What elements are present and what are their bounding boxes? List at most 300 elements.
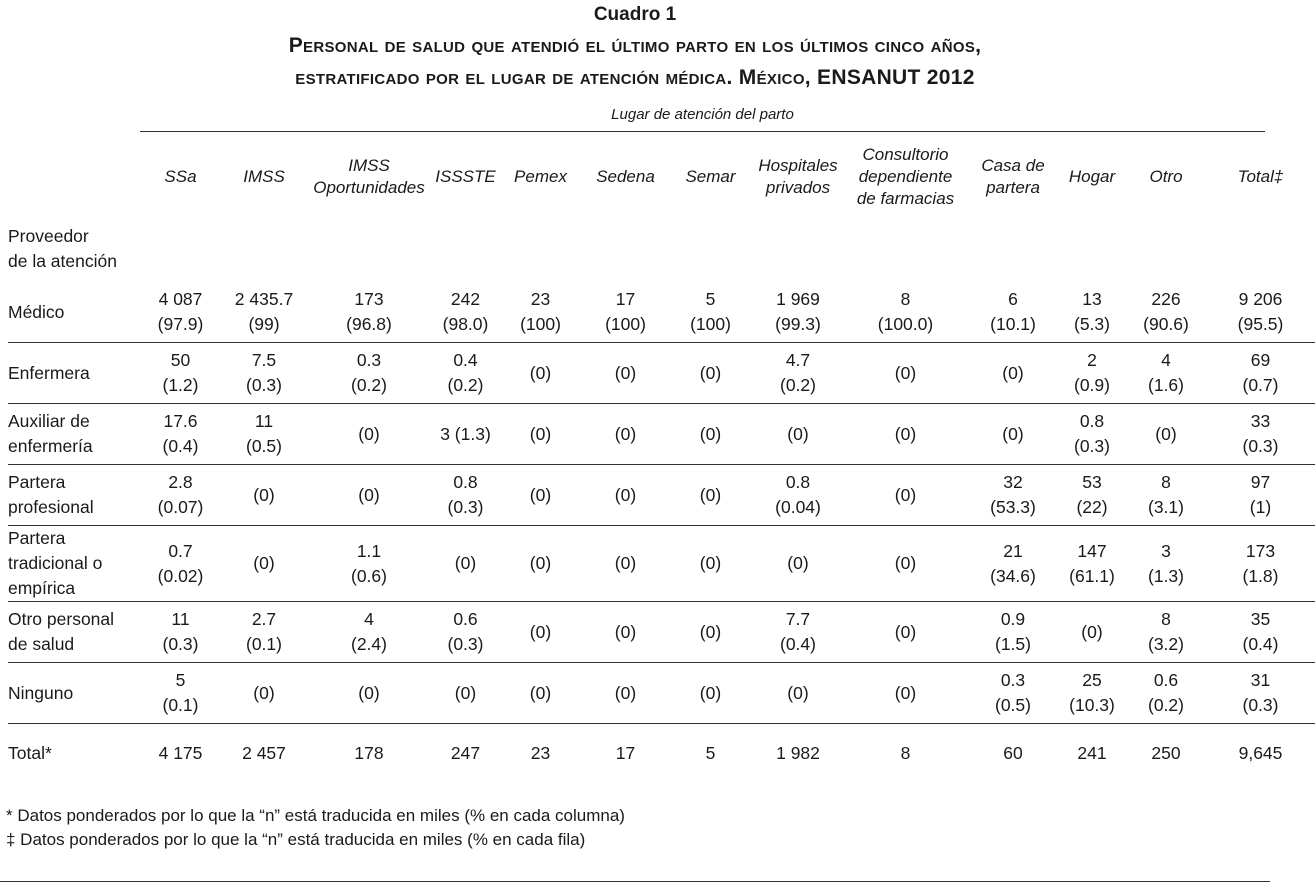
cell-value: 11	[171, 609, 190, 629]
table-subtitle-line-1: Personal de salud que atendió el último parto en los últimos cinco años,	[288, 34, 982, 57]
total-cell: 250	[1126, 724, 1206, 783]
total-cell: 178	[305, 724, 433, 783]
footnote-double-dagger: ‡ Datos ponderados por lo que la “n” está traducida en miles (% en cada fila)	[6, 830, 586, 849]
cell-value: 147	[1077, 540, 1107, 561]
cell-value: (0)	[614, 484, 637, 505]
column-header-line: Hospitales	[758, 156, 838, 175]
table-cell	[843, 602, 968, 663]
table-cell	[1126, 602, 1206, 663]
total-cell: 17	[583, 724, 668, 783]
cell-percent: (0.6)	[351, 565, 387, 586]
cell-value: 0.7	[168, 540, 193, 561]
table-cell	[305, 465, 433, 526]
table-subtitle-line-2: estratificado por el lugar de atención médica. México, ENSANUT 2012	[295, 66, 975, 89]
cell-value: (0)	[529, 553, 552, 573]
cell-value: 53	[1082, 472, 1102, 492]
column-header	[498, 138, 583, 216]
cell-percent: (0.3)	[1242, 436, 1279, 456]
cell-value: (0)	[253, 682, 275, 703]
table-cell	[223, 465, 305, 526]
cell-percent: (0.02)	[157, 565, 204, 586]
row-label-line: Médico	[8, 301, 65, 322]
table-cell	[138, 602, 223, 663]
row-label	[8, 663, 138, 724]
cell-percent: (5.3)	[1074, 314, 1110, 334]
table-cell	[1206, 343, 1315, 404]
cell-percent: (1.3)	[1148, 565, 1184, 586]
cell-value: 0.3	[356, 350, 382, 370]
cell-value: 69	[1250, 350, 1271, 370]
cell-value: (0)	[699, 423, 722, 444]
column-header	[668, 138, 753, 216]
cell-value: 0.4	[453, 350, 478, 370]
column-header-line: Semar	[685, 167, 736, 186]
cell-value: 0.6	[453, 609, 478, 629]
table-cell	[1206, 465, 1315, 526]
table-cell	[753, 526, 843, 602]
table-cell	[583, 404, 668, 465]
column-header	[583, 138, 668, 216]
table-cell	[1058, 602, 1126, 663]
cell-value: 4	[1161, 350, 1171, 370]
cell-value: (0)	[1002, 423, 1024, 444]
table-cell	[668, 343, 753, 404]
table-row	[8, 465, 1315, 526]
cell-value: (0)	[358, 682, 380, 703]
table-cell	[1126, 526, 1206, 602]
cell-value: 8	[900, 289, 911, 309]
cell-value: 4 087	[158, 289, 203, 309]
table-cell	[583, 465, 668, 526]
cell-value: 17	[615, 289, 636, 309]
cell-value: 3	[1161, 540, 1171, 561]
table-cell	[223, 526, 305, 602]
cell-value: 242	[450, 289, 481, 309]
stub-header-line-1: Proveedor	[8, 226, 89, 246]
cell-percent: (0.3)	[162, 634, 199, 654]
cell-percent: (3.1)	[1148, 497, 1184, 517]
cell-value: (0)	[358, 484, 380, 505]
table-cell	[498, 404, 583, 465]
row-label-line: de salud	[8, 634, 75, 654]
table-cell	[843, 526, 968, 602]
table-cell	[1206, 526, 1315, 602]
cell-value: 6	[1008, 289, 1018, 309]
data-table	[8, 138, 1315, 782]
table-cell	[433, 343, 498, 404]
column-header	[138, 138, 223, 216]
total-cell: 4 175	[138, 724, 223, 783]
column-header	[968, 138, 1058, 216]
cell-value: 5	[705, 289, 716, 309]
column-header	[433, 138, 498, 216]
row-label	[8, 343, 138, 404]
cell-value: (0)	[529, 682, 552, 703]
cell-value: 31	[1250, 670, 1271, 690]
total-cell: 60	[968, 724, 1058, 783]
cell-percent: (0.3)	[246, 375, 282, 395]
table-cell	[138, 663, 223, 724]
row-label-line: Partera	[8, 472, 66, 492]
cell-percent: (0.07)	[157, 497, 204, 517]
table-cell	[433, 282, 498, 343]
cell-percent: (96.8)	[346, 314, 392, 334]
table-cell	[138, 465, 223, 526]
cell-percent: (10.1)	[990, 314, 1036, 334]
table-cell	[843, 663, 968, 724]
column-header-line: ISSSTE	[435, 167, 496, 186]
cell-value: 7.7	[785, 609, 811, 629]
table-row	[8, 526, 1315, 602]
cell-value: (0)	[454, 553, 477, 573]
table-cell	[968, 602, 1058, 663]
table-cell	[498, 602, 583, 663]
table-cell	[843, 465, 968, 526]
table-row	[8, 404, 1315, 465]
row-label-line: tradicional o	[8, 553, 103, 573]
cell-value: (0)	[894, 621, 917, 642]
cell-value: 33	[1250, 411, 1271, 431]
table-cell	[1126, 343, 1206, 404]
total-cell: 1 982	[753, 724, 843, 783]
cell-value: (0)	[699, 682, 722, 703]
cell-percent: (1)	[1249, 497, 1272, 517]
cell-percent: (0.4)	[780, 634, 816, 654]
table-cell	[1058, 404, 1126, 465]
total-cell: 241	[1058, 724, 1126, 783]
cell-value: 13	[1082, 289, 1102, 309]
row-label-line: enfermería	[8, 436, 93, 456]
table-cell	[1206, 602, 1315, 663]
row-label	[8, 404, 138, 465]
cell-percent: (0.3)	[447, 497, 484, 517]
cell-value: (0)	[529, 362, 552, 383]
table-cell	[305, 663, 433, 724]
cell-percent: (0.2)	[447, 375, 484, 395]
table-cell	[433, 602, 498, 663]
cell-value: 0.8	[1079, 411, 1105, 431]
cell-value: 173	[354, 289, 384, 309]
table-cell	[968, 663, 1058, 724]
cell-value: 11	[254, 411, 274, 431]
stub-header-spacer	[138, 216, 1315, 282]
cell-value: (0)	[699, 362, 722, 383]
table-cell	[305, 602, 433, 663]
cell-value: 2	[1087, 350, 1097, 370]
cell-value: 2 435.7	[234, 289, 294, 309]
table-cell	[583, 282, 668, 343]
table-cell	[583, 343, 668, 404]
header-rule	[140, 131, 1265, 132]
table-cell	[583, 663, 668, 724]
column-header	[305, 138, 433, 216]
cell-percent: (0.04)	[775, 497, 821, 517]
cell-value: 0.3	[1000, 670, 1026, 690]
cell-percent: (0.5)	[995, 695, 1031, 715]
table-cell	[1126, 663, 1206, 724]
row-label-line: Ninguno	[8, 682, 74, 703]
cell-value: (0)	[787, 423, 809, 444]
cell-value: (0)	[894, 682, 917, 703]
cell-value: 1.1	[356, 540, 382, 561]
table-cell	[668, 404, 753, 465]
cell-value: (0)	[1155, 423, 1177, 444]
cell-value: (0)	[614, 423, 637, 444]
column-header	[843, 138, 968, 216]
column-header-line: Oportunidades	[313, 178, 425, 197]
cell-value: (0)	[454, 682, 477, 703]
table-cell	[1206, 404, 1315, 465]
column-header-line: Otro	[1149, 167, 1183, 186]
cell-value: (0)	[1002, 362, 1024, 383]
column-header-line: Casa de	[981, 156, 1045, 175]
row-label	[8, 282, 138, 343]
table-cell	[305, 404, 433, 465]
cell-percent: (0.4)	[162, 436, 199, 456]
row-label-line: empírica	[8, 578, 76, 598]
cell-value: (0)	[614, 553, 637, 573]
cell-value: (0)	[358, 423, 380, 444]
cell-value: 173	[1245, 540, 1276, 561]
cell-value: 21	[1003, 540, 1023, 561]
table-cell	[843, 404, 968, 465]
table-row	[8, 282, 1315, 343]
total-cell: 9,645	[1206, 724, 1315, 783]
column-header	[1058, 138, 1126, 216]
table-cell	[138, 282, 223, 343]
column-header-line: de farmacias	[856, 189, 955, 208]
cell-value: (0)	[699, 484, 722, 505]
table-cell	[843, 282, 968, 343]
cell-value: (0)	[614, 682, 637, 703]
column-header-line: partera	[986, 178, 1040, 197]
table-cell	[668, 465, 753, 526]
table-cell	[753, 602, 843, 663]
cell-percent: (0.2)	[1148, 695, 1184, 715]
column-header-line: Pemex	[514, 167, 567, 186]
cell-percent: (100)	[605, 314, 646, 334]
cell-value: 3 (1.3)	[440, 423, 491, 444]
table-cell	[433, 526, 498, 602]
cell-value: (0)	[787, 553, 809, 573]
table-cell	[498, 526, 583, 602]
row-label-line: Partera	[8, 528, 66, 548]
column-header-row	[8, 138, 1315, 216]
total-cell: 247	[433, 724, 498, 783]
table-cell	[305, 282, 433, 343]
cell-percent: (0.1)	[162, 695, 199, 715]
row-label	[8, 465, 138, 526]
cell-value: 8	[1161, 472, 1171, 492]
cell-percent: (0.5)	[246, 436, 282, 456]
cell-value: (0)	[253, 484, 275, 505]
stub-header-line-2: de la atención	[8, 251, 117, 271]
cell-value: (0)	[1081, 621, 1103, 642]
table-cell	[433, 465, 498, 526]
cell-percent: (61.1)	[1069, 565, 1115, 586]
cell-percent: (99)	[248, 314, 280, 334]
table-cell	[1058, 343, 1126, 404]
table-row	[8, 602, 1315, 663]
column-header-line: dependiente	[858, 167, 953, 186]
column-header-line: Sedena	[596, 167, 655, 186]
cell-value: 2.8	[168, 472, 193, 492]
cell-percent: (100.0)	[877, 314, 934, 334]
table-cell	[968, 343, 1058, 404]
total-cell: 2 457	[223, 724, 305, 783]
total-cell: 23	[498, 724, 583, 783]
cell-value: (0)	[699, 553, 722, 573]
table-cell	[668, 602, 753, 663]
table-cell	[498, 343, 583, 404]
column-header-line: privados	[765, 178, 831, 197]
table-title: Cuadro 1	[593, 4, 677, 25]
cell-value: 0.6	[1153, 670, 1179, 690]
table-cell	[1126, 282, 1206, 343]
row-label-line: Otro personal	[8, 609, 115, 629]
table-cell	[1206, 663, 1315, 724]
cell-percent: (0.2)	[780, 375, 816, 395]
table-cell	[433, 663, 498, 724]
table-cell	[753, 343, 843, 404]
footnote-asterisk: * Datos ponderados por lo que la “n” está traducida en miles (% en cada columna)	[6, 806, 625, 825]
table-cell	[305, 343, 433, 404]
cell-value: 25	[1082, 670, 1102, 690]
total-label: Total*	[8, 724, 138, 783]
cell-value: (0)	[894, 553, 917, 573]
cell-value: (0)	[894, 423, 917, 444]
table-cell	[753, 404, 843, 465]
table-cell	[968, 465, 1058, 526]
stub-header-row	[8, 216, 1315, 282]
cell-percent: (0.3)	[1242, 695, 1279, 715]
cell-percent: (100)	[520, 314, 561, 334]
cell-percent: (95.5)	[1237, 314, 1284, 334]
cell-percent: (0.4)	[1242, 634, 1279, 654]
cell-value: 7.5	[251, 350, 277, 370]
cell-percent: (3.2)	[1148, 634, 1184, 654]
cell-value: (0)	[614, 362, 637, 383]
cell-value: 23	[530, 289, 551, 309]
cell-value: (0)	[699, 621, 722, 642]
column-header-line: SSa	[164, 167, 197, 186]
cell-percent: (1.2)	[162, 375, 199, 395]
cell-percent: (1.8)	[1242, 565, 1279, 586]
row-label-line: Auxiliar de	[8, 411, 90, 431]
cell-value: (0)	[787, 682, 809, 703]
cell-value: (0)	[614, 621, 637, 642]
cell-value: 9 206	[1238, 289, 1283, 309]
table-cell	[305, 526, 433, 602]
cell-value: 5	[175, 670, 186, 690]
cell-percent: (99.3)	[775, 314, 821, 334]
column-header-line: Hogar	[1068, 167, 1116, 186]
total-cell: 5	[668, 724, 753, 783]
row-label	[8, 602, 138, 663]
cell-value: 32	[1003, 472, 1023, 492]
table-cell	[223, 404, 305, 465]
footer-rule	[0, 881, 1270, 882]
cell-percent: (22)	[1076, 497, 1108, 517]
table-row	[8, 663, 1315, 724]
cell-value: (0)	[253, 553, 275, 573]
table-cell	[223, 343, 305, 404]
cell-value: 1 969	[776, 289, 820, 309]
table-cell	[223, 282, 305, 343]
cell-percent: (0.7)	[1242, 375, 1279, 395]
cell-percent: (1.6)	[1148, 375, 1184, 395]
table-cell	[138, 404, 223, 465]
table-cell	[1058, 282, 1126, 343]
table-cell	[843, 343, 968, 404]
table-cell	[753, 465, 843, 526]
cell-value: 0.8	[785, 472, 811, 492]
cell-percent: (100)	[690, 314, 731, 334]
column-header	[223, 138, 305, 216]
cell-value: 4.7	[785, 350, 811, 370]
cell-percent: (0.3)	[1074, 436, 1110, 456]
cell-value: (0)	[529, 423, 552, 444]
table-cell	[223, 663, 305, 724]
cell-value: 0.8	[453, 472, 478, 492]
table-cell	[1126, 465, 1206, 526]
table-cell	[498, 465, 583, 526]
column-header-line: IMSS	[243, 167, 285, 186]
table-cell	[433, 404, 498, 465]
table-cell	[968, 526, 1058, 602]
stub-header-empty	[8, 138, 138, 216]
cell-percent: (1.5)	[995, 634, 1031, 654]
cell-percent: (0.3)	[447, 634, 484, 654]
table-row	[8, 343, 1315, 404]
cell-percent: (0.1)	[246, 634, 282, 654]
column-group-label: Lugar de atención del parto	[611, 106, 794, 123]
cell-percent: (0.9)	[1074, 375, 1110, 395]
table-cell	[1058, 465, 1126, 526]
row-label-line: profesional	[8, 497, 94, 517]
column-header-line: Total‡	[1237, 167, 1284, 186]
table-cell	[668, 526, 753, 602]
stub-header	[8, 216, 138, 282]
cell-value: 35	[1250, 609, 1271, 629]
row-label-line: Enfermera	[8, 362, 90, 383]
column-header	[753, 138, 843, 216]
cell-percent: (98.0)	[442, 314, 489, 334]
table-cell	[968, 282, 1058, 343]
table-cell	[1206, 282, 1315, 343]
table-cell	[753, 663, 843, 724]
cell-value: 2.7	[251, 609, 277, 629]
cell-value: 4	[364, 609, 374, 629]
column-header-line: IMSS	[348, 156, 390, 175]
table-cell	[753, 282, 843, 343]
cell-value: (0)	[529, 484, 552, 505]
cell-percent: (2.4)	[351, 634, 387, 654]
cell-percent: (0.2)	[351, 375, 387, 395]
table-cell	[1058, 526, 1126, 602]
cell-percent: (10.3)	[1069, 695, 1115, 715]
table-cell	[583, 526, 668, 602]
total-cell: 8	[843, 724, 968, 783]
table-cell	[138, 343, 223, 404]
cell-value: 226	[1151, 289, 1181, 309]
cell-percent: (90.6)	[1143, 314, 1189, 334]
row-label	[8, 526, 138, 602]
cell-percent: (34.6)	[990, 565, 1036, 586]
cell-value: (0)	[529, 621, 552, 642]
table-cell	[498, 663, 583, 724]
table-cell	[1126, 404, 1206, 465]
